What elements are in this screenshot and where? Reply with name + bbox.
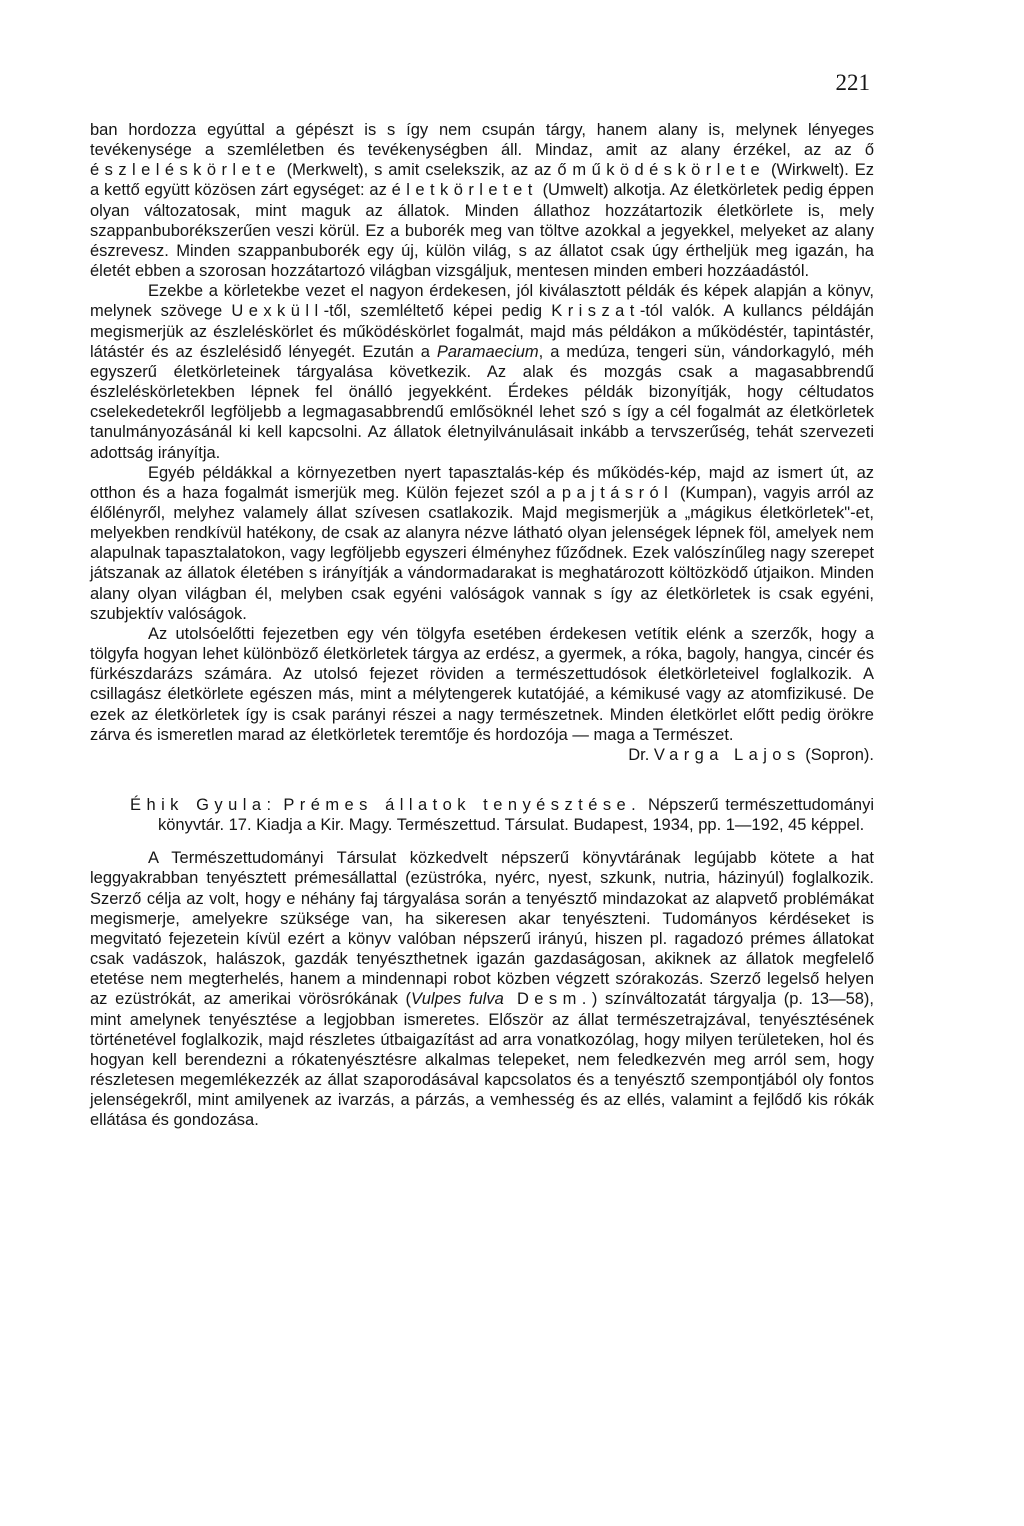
term-pajtasrol: pajtásról [561,483,674,502]
reviewer-name: Varga Lajos [653,745,801,764]
reviewer-signature: Dr. Varga Lajos (Sopron). [628,745,874,764]
review-paragraph-4: Az utolsóelőtti fejezetben egy vén tölgyfa esetében érdekesen vetítik elénk a szerzők, hogy a tölgyfa hogyan lehet különböző életkörletek tárgya az erdész, a gyermek, a róka, bagoly, hangya, cincér és fürkészdarázs számára. Az utolsó fejezet röviden a természettudósok életkörleteivel foglalkozik. A csillagász életkörlete egészen más, mint a mélytengerek kutatójáé, a kémikusé vagy az atomfizikusé. De ezek az életkörletek így is csak parányi részei a nagy természetnek. Minden életkörlet előtt pedig örökre zárva és ismeretlen marad az életkörletek teremtője és hordozója — maga a Természet. [90,624,874,744]
term-eszleleskorlete: észleléskörlete [90,161,281,180]
species-vulpes-fulva: Vulpes fulva [411,990,504,1009]
review-paragraph-ehik: A Természettudományi Társulat közkedvelt népszerű könyvtárának legújabb kötete a hat leggyakrabban tenyésztett prémesállattal (ezüstróka, nyérc, nyest, szkunk, nutria, házinyúl) foglalkozik. Szerző célja az volt, hogy e néhány faj tárgyalása során a tenyésztő mindazokat az alapvető problémákat megismerje, amelyekre szüksége van, ha sikeresen akar tenyészteni. Tudományos kérdéseket is megvitató fejezetein kívül ezért a könyv valóban népszerű irányú, hiszen pl. ragadozó prémes állatokat csak vadászok, halászok, gazdák tenyészthetnek igazán gazdaságosan, akiknek az állatok megfelelő etetése nem megterhelés, hanem a mindennapi robot közben végzett szórakozás. Szerző legelső helyen az ezüstrókát, az amerikai vörösrókának (Vulpes fulva Desm.) színváltozatát tárgyalja (p. 13—58), mint amelynek tenyésztése a legjobban ismeretes. Először az állat természetrajzával, tenyésztésének történetével foglalkozik, majd részletes útbaigazítást ad arra vonatkozólag, hogy milyen területeken, hol és hogyan kell berendezni a rókatenyésztésre alkalmas telepeket, nem feledkezvén meg arról sem, hogy részletesen megemlékezzék az állat szaporodásával kapcsolatos és a tenyésztő szempontjából oly fontos jelenségekről, mint amilyenek az ivarzás, a párzás, a vemhesség és az ellés, valamint a fejlődő kis rókák ellátása és gondozása. [90,849,875,1130]
review-paragraph-1: ban hordozza egyúttal a gépészt is s így nem csupán tárgy, hanem alany is, melynek lényeges tevékenysége a szemléletben és tevékenységben áll. Mindaz, amit az alany érzékel, az az ő észleléskörlete (Merkwelt), s amit cselekszik, az az ő működéskörlete (Wirkwelt). Ez a kettő együtt közösen zárt egységet: az életkörletet (Umwelt) alkotja. Az életkörletek pedig éppen olyan változatosak, mint maguk az állatok. Minden állathoz hozzátartozik életkörlete is, mely szappanbuborékszerűen veszi körül. Ez a buborék meg van töltve azokkal a jegyekkel, melyeket az alany észrevesz. Minden szappanbuborék egy új, külön világ, s az állatot csak úgy értheljük meg igazán, ha életét ebben a szorosan hozzátartozó világban vizsgáljuk, mentesen minden emberi hozzáadástól. [90,121,874,281]
review-heading-ehik [90,795,874,835]
author-name-uexkull: Uexküll [231,302,324,321]
illustrator-name-kriszat: Kriszat [551,302,640,321]
page-number: 221 [835,70,870,95]
species-paramaecium: Paramaecium [436,342,539,361]
book-title: Prémes állatok tenyésztése. [283,796,642,814]
species-author-desm: Desm. [503,990,592,1009]
book-publication-info: Népszerű természettudományi könyvtár. 17. Kiadja a Kir. Magy. Természettud. Társulat. Budapest, 1934, pp. 1—192, 45 képpel. [158,796,874,835]
review-paragraph-2: Ezekbe a körletekbe vezet el nagyon érdekesen, jól kiválasztott példák és képek alapján a könyv, melynek szövege Uexküll-től, szemléltető képei pedig Kriszat-tól valók. A kullancs példáján megismerjük az észleléskörlet és működéskörlet fogalmát, majd más példákon a működéstér, tapintástér, látástér és az észlelésidő lényegét. Ezután a Paramaecium, a medúza, tengeri sün, vándorkagyló, méh egyszerű életkörleteinek tárgyalása következik. Az alak és mozgás csak a magasabbrendű észleléskörletekben lépnek fel önálló jegyekként. Érdekes példák bizonyítják, hogy céltudatos cselekedetekről legföljebb a legmagasabbrendű emlősöknél lehet szó s így a cél fogalmát az életkörletek tanulmányozásánál ki kell kapcsolni. Az állatok életnyilvánulásait inkább a tervszerűség, tehát szervezeti adottság irányítja. [90,282,874,462]
text-column [90,120,874,1131]
term-mukodeskorlete: működéskörlete [572,161,766,180]
book-author: Éhik Gyula: [130,796,277,814]
term-eletkorletet: életkörletet [391,181,538,200]
review-paragraph-3: Egyéb példákkal a környezetben nyert tapasztalás-kép és működés-kép, majd az ismert út, az otthon és a haza fogalmát ismerjük meg. Külön fejezet szól a pajtásról (Kumpan), vagyis arról az élőlényről, melyhez valamely állat szívesen csatlakozik. Majd megismerjük a „mágikus életkörletek"-et, melyekben rendkívül hatékony, de csak az alanyra nézve látható olyan jelenségek lépnek föl, amelyek nem alapulnak tapasztalatokon, vagy legföljebb egyszeri élményhez fűződnek. Ezek valószínűleg nagy szerepet játszanak az állatok életében s irányítják a vándormadarakat is meghatározott költözködő útjaikon. Minden alany olyan világban él, melyben csak egyéni valóságok vannak s így az életkörletek is csak egyéni, szubjektív valóságok. [90,463,874,623]
